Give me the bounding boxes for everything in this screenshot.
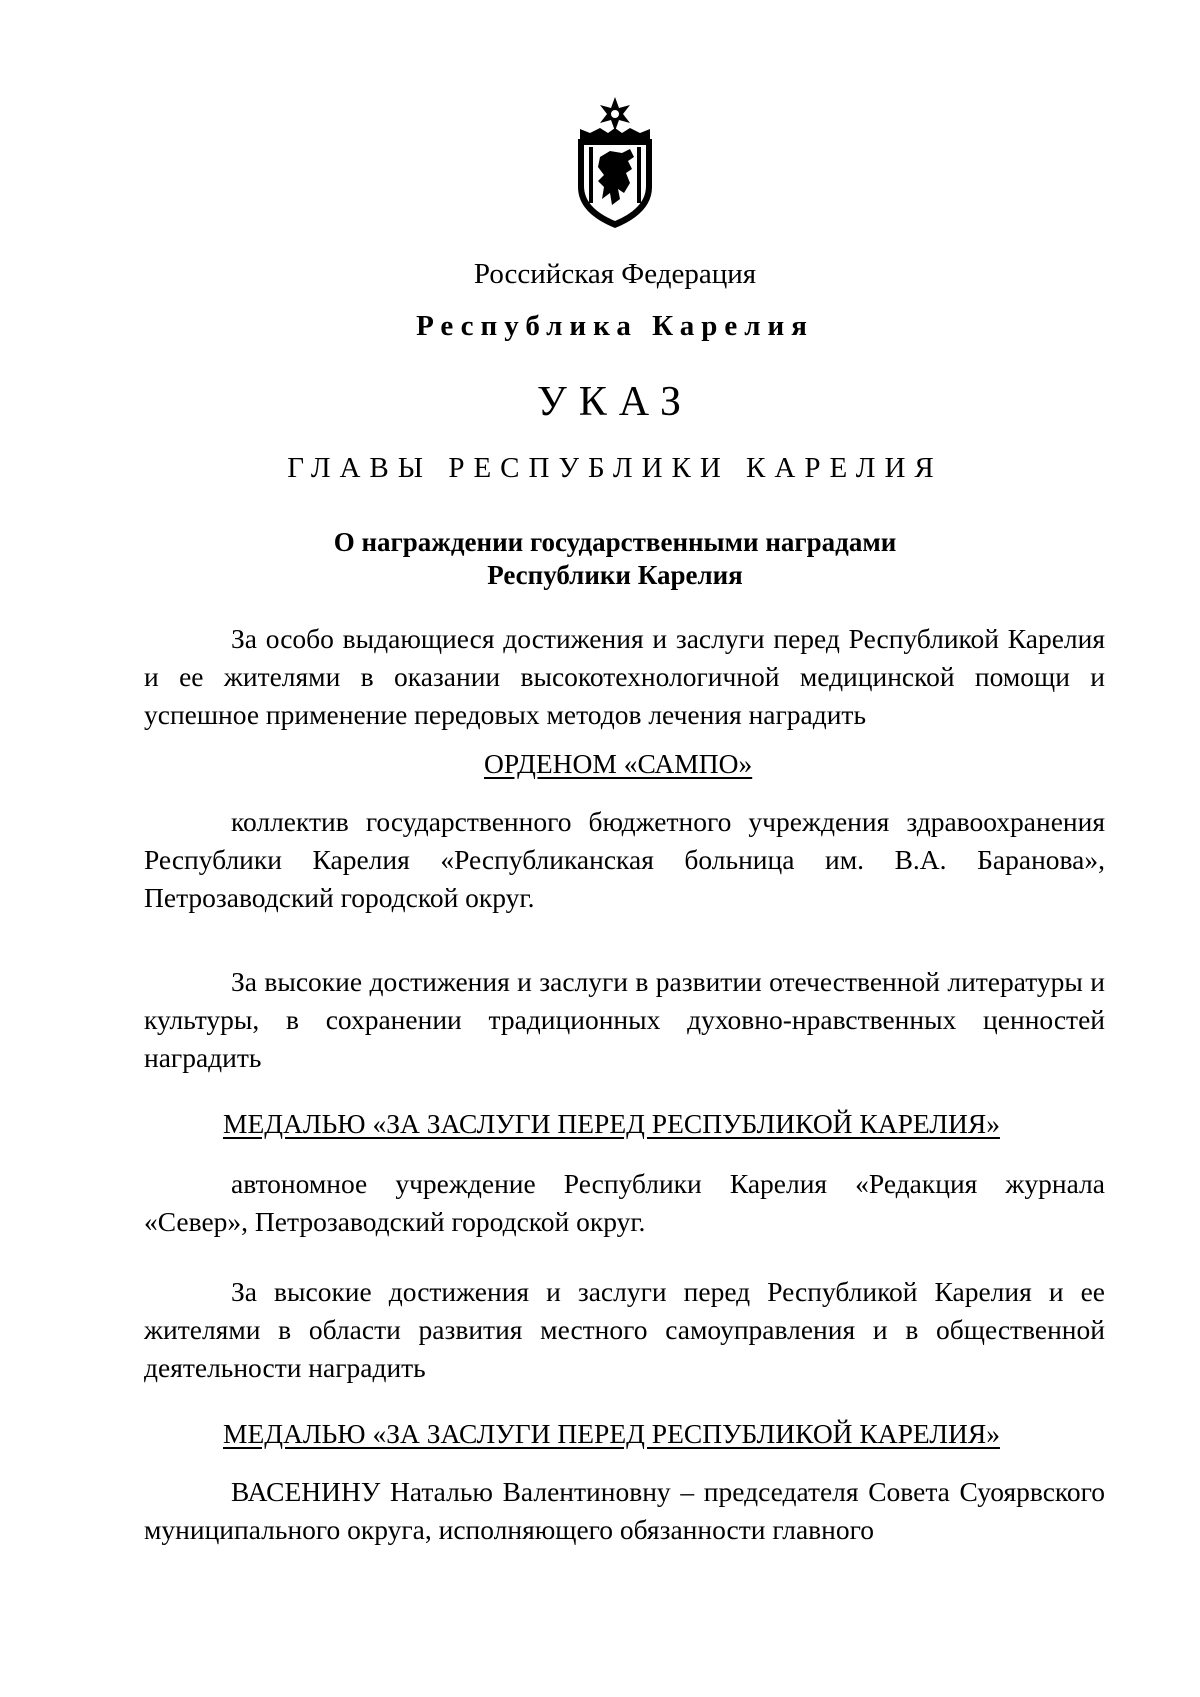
award-title: МЕДАЛЬЮ «ЗА ЗАСЛУГИ ПЕРЕД РЕСПУБЛИКОЙ КАРЕЛИЯ»: [223, 1108, 1000, 1139]
country-name: Российская Федерация: [473, 258, 757, 290]
award-recipient: коллектив государственного бюджетного учреждения здравоохранения Республики Карелия «Республиканская больница им. В.А. Баранова», Петрозаводский городской округ.: [144, 806, 1105, 913]
document-type: УКАЗ: [536, 379, 694, 425]
award-preamble: За высокие достижения и заслуги перед Республикой Карелия и ее жителями в области развития местного самоуправления и в общественной деятельности наградить: [144, 1276, 1105, 1383]
issuer: ГЛАВЫ РЕСПУБЛИКИ КАРЕЛИЯ: [287, 452, 943, 484]
subject-line-2: Республики Карелия: [487, 560, 743, 590]
document-subject: [0, 526, 1200, 592]
award-preamble: За особо выдающиеся достижения и заслуги перед Республикой Карелия и ее жителями в оказании высокотехнологичной медицинской помощи и успешное применение передовых методов лечения наградить: [144, 623, 1105, 730]
republic-name: Республика Карелия: [416, 310, 814, 342]
award-preamble: За высокие достижения и заслуги в развитии отечественной литературы и культуры, в сохранении традиционных духовно-нравственных ценностей наградить: [144, 966, 1105, 1073]
award-title: МЕДАЛЬЮ «ЗА ЗАСЛУГИ ПЕРЕД РЕСПУБЛИКОЙ КАРЕЛИЯ»: [223, 1418, 1000, 1449]
award-recipient: ВАСЕНИНУ Наталью Валентиновну – председателя Совета Суоярвского муниципального округа, исполняющего обязанности главного: [144, 1476, 1105, 1545]
karelia-coat-of-arms-icon: [570, 95, 660, 230]
award-title: ОРДЕНОМ «САМПО»: [484, 748, 753, 779]
subject-line-1: О награждении государственными наградами: [333, 527, 897, 557]
award-recipient: автономное учреждение Республики Карелия «Редакция журнала «Север», Петрозаводский городской округ.: [144, 1168, 1105, 1237]
